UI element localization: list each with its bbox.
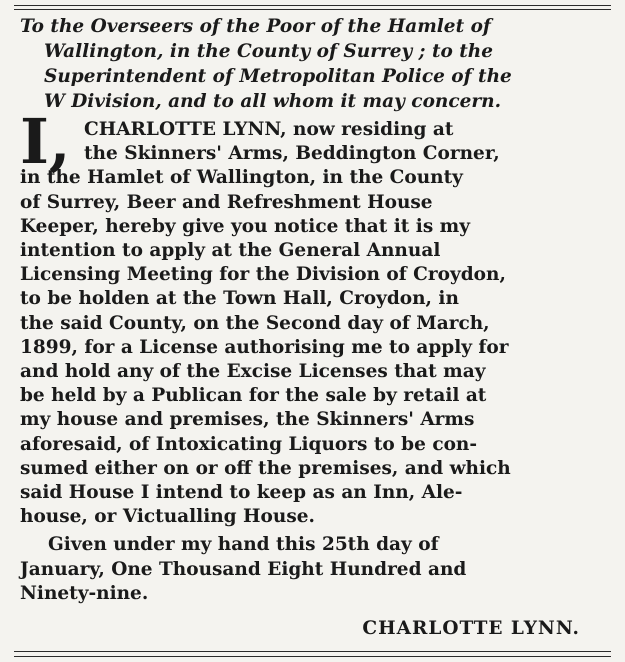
body-line: the said County, on the Second day of March,: [20, 312, 490, 334]
body-line: the Skinners' Arms, Beddington Corner,: [84, 143, 500, 165]
address-line: To the Overseers of the Poor of the Hamlet of: [20, 16, 491, 37]
given-line: January, One Thousand Eight Hundred and: [20, 558, 467, 580]
signature: CHARLOTTE LYNN.: [362, 618, 580, 640]
body-line: and hold any of the Excise Licenses that may: [20, 361, 486, 383]
bottom-rule-inner: [14, 656, 611, 657]
body-line: my house and premises, the Skinners' Arms: [20, 409, 475, 431]
notice-given: [20, 533, 608, 606]
legal-notice: [20, 14, 608, 639]
address-line: W Division, and to all whom it may concern.: [44, 91, 502, 112]
given-line: Given under my hand this 25th day of: [48, 534, 439, 556]
top-rule-outer: [14, 5, 611, 6]
address-line: Superintendent of Metropolitan Police of the: [44, 66, 512, 87]
given-line: Ninety-nine.: [20, 582, 149, 604]
body-line: 1899, for a License authorising me to apply for: [20, 336, 509, 358]
body-line: said House I intend to keep as an Inn, Ale-: [20, 482, 463, 504]
notice-body: [20, 105, 608, 529]
top-rule-inner: [14, 9, 611, 10]
notice-address: [20, 14, 608, 114]
body-line: CHARLOTTE LYNN, now residing at: [84, 119, 454, 140]
drop-cap: I,: [20, 105, 71, 178]
body-line: house, or Victualling House.: [20, 506, 315, 528]
bottom-rule-outer: [14, 651, 611, 652]
address-line: Wallington, in the County of Surrey ; to the: [44, 41, 494, 62]
body-line: in the Hamlet of Wallington, in the County: [20, 167, 463, 189]
body-line: be held by a Publican for the sale by retail at: [20, 385, 487, 407]
body-line: Keeper, hereby give you notice that it is my: [20, 215, 470, 237]
body-line: intention to apply at the General Annual: [20, 240, 441, 262]
body-line: Licensing Meeting for the Division of Croydon,: [20, 264, 506, 286]
body-line: to be holden at the Town Hall, Croydon, in: [20, 288, 459, 310]
body-line: aforesaid, of Intoxicating Liquors to be con-: [20, 433, 478, 455]
body-line: sumed either on or off the premises, and which: [20, 457, 511, 479]
body-line: of Surrey, Beer and Refreshment House: [20, 191, 433, 213]
